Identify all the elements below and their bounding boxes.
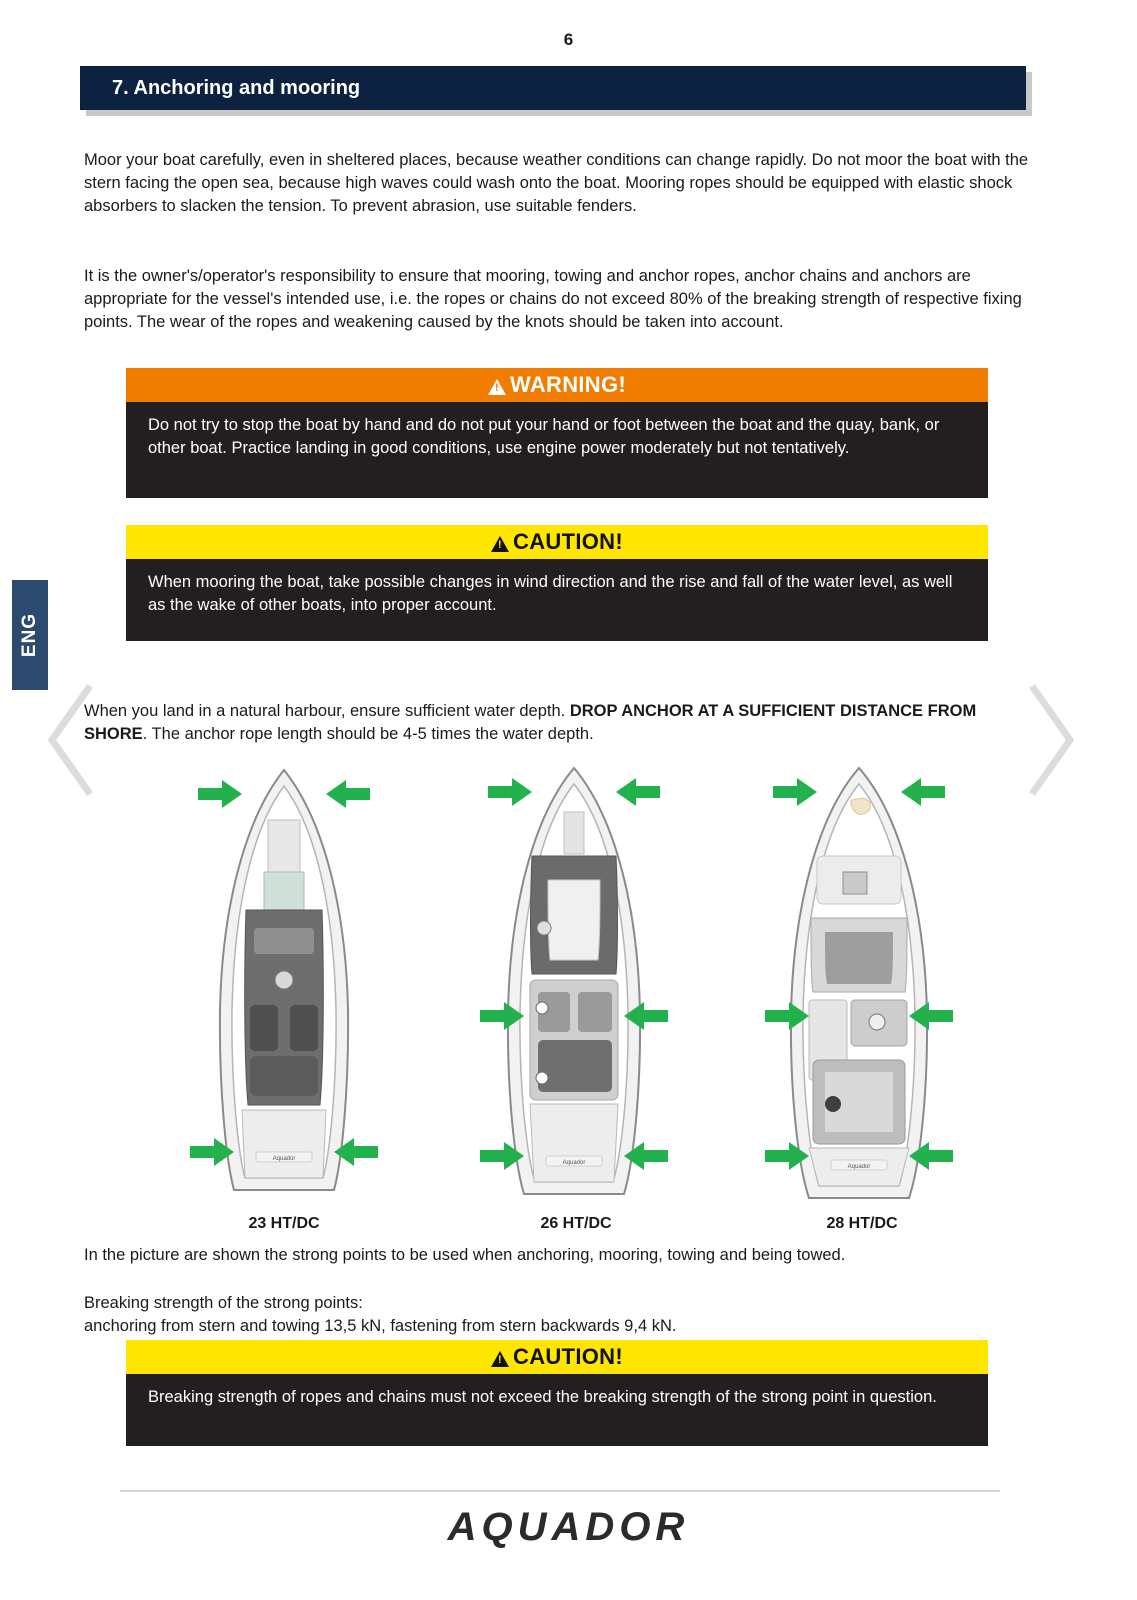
svg-text:Aquador: Aquador bbox=[272, 1156, 296, 1162]
caution-box-1 bbox=[126, 525, 988, 641]
caution-bar-1 bbox=[126, 525, 988, 559]
figure-caption: In the picture are shown the strong points to be used when anchoring, mooring, towing and being towed. bbox=[84, 1246, 846, 1264]
caution-triangle-icon: ! bbox=[491, 1351, 509, 1367]
section-header bbox=[80, 66, 1032, 116]
warning-box bbox=[126, 368, 988, 498]
warning-text: Do not try to stop the boat by hand and do not put your hand or foot between the boat and the quay, bank, or other boat. Practice landing in good conditions, use engine power moderately but not tentatively. bbox=[126, 402, 988, 498]
section-header-bar bbox=[80, 66, 1026, 110]
boat-caption-23: 23 HT/DC bbox=[248, 1215, 320, 1232]
paragraph-2: It is the owner's/operator's responsibility to ensure that mooring, towing and anchor ropes, anchor chains and anchors are appropriate for the vessel's intended use, i.e. the ropes or chains do not exceed 80% of the breaking strength of respective fixing points. The wear of the ropes and weakening caused by the knots should be taken into account. bbox=[84, 267, 1022, 331]
breaking-strength-block bbox=[84, 1292, 1044, 1338]
brand-logo: AQUADOR bbox=[447, 1505, 690, 1549]
caution-bar-2 bbox=[126, 1340, 988, 1374]
breaking-strength-line-1: Breaking strength of the strong points: bbox=[84, 1294, 363, 1312]
caution-box-2 bbox=[126, 1340, 988, 1446]
mid-paragraph bbox=[84, 700, 1034, 746]
mid-paragraph-tail: . The anchor rope length should be 4-5 times the water depth. bbox=[142, 725, 594, 743]
section-title bbox=[112, 77, 360, 100]
footer-divider bbox=[120, 1490, 1000, 1492]
svg-text:Aquador: Aquador bbox=[847, 1164, 871, 1170]
caution-label-1: CAUTION! bbox=[513, 529, 623, 554]
warning-bar bbox=[126, 368, 988, 402]
caution-text-1: When mooring the boat, take possible changes in wind direction and the rise and fall of the water level, as well as the wake of other boats, into proper account. bbox=[126, 559, 988, 641]
boat-caption-26: 26 HT/DC bbox=[540, 1215, 612, 1232]
language-tab-label: ENG bbox=[19, 612, 40, 658]
caution-label-2: CAUTION! bbox=[513, 1344, 623, 1369]
boat-diagram-28 bbox=[759, 760, 959, 1210]
svg-text:Aquador: Aquador bbox=[562, 1160, 586, 1166]
warning-label: WARNING! bbox=[509, 372, 627, 397]
paragraph-1: Moor your boat carefully, even in sheltered places, because weather conditions can change rapidly. Do not moor the boat with the stern facing the open sea, because high waves could wash onto the boat. Mooring ropes should be equipped with elastic shock absorbers to slacken the tension. To prevent abrasion, use suitable fenders. bbox=[84, 151, 1029, 215]
boat-strong-points-figure bbox=[84, 760, 1044, 1240]
boat-diagram-23 bbox=[184, 760, 384, 1210]
boat-diagram-26 bbox=[474, 760, 674, 1210]
caution-text-2: Breaking strength of ropes and chains must not exceed the breaking strength of the strong point in question. bbox=[126, 1374, 988, 1446]
section-title-text: 7. Anchoring and mooring bbox=[112, 76, 361, 99]
caution-triangle-icon: ! bbox=[491, 536, 509, 552]
mid-paragraph-lead: When you land in a natural harbour, ensure sufficient water depth. bbox=[84, 702, 570, 720]
boat-caption-28: 28 HT/DC bbox=[826, 1215, 898, 1232]
breaking-strength-line-2: anchoring from stern and towing 13,5 kN, fastening from stern backwards 9,4 kN. bbox=[84, 1317, 677, 1335]
language-tab bbox=[12, 580, 48, 690]
warning-triangle-icon: ! bbox=[488, 379, 506, 395]
page-number: 6 bbox=[563, 30, 574, 49]
mid-paragraph-emphasis: DROP ANCHOR AT A SUFFICIENT DISTANCE FROM SHORE bbox=[84, 702, 977, 743]
